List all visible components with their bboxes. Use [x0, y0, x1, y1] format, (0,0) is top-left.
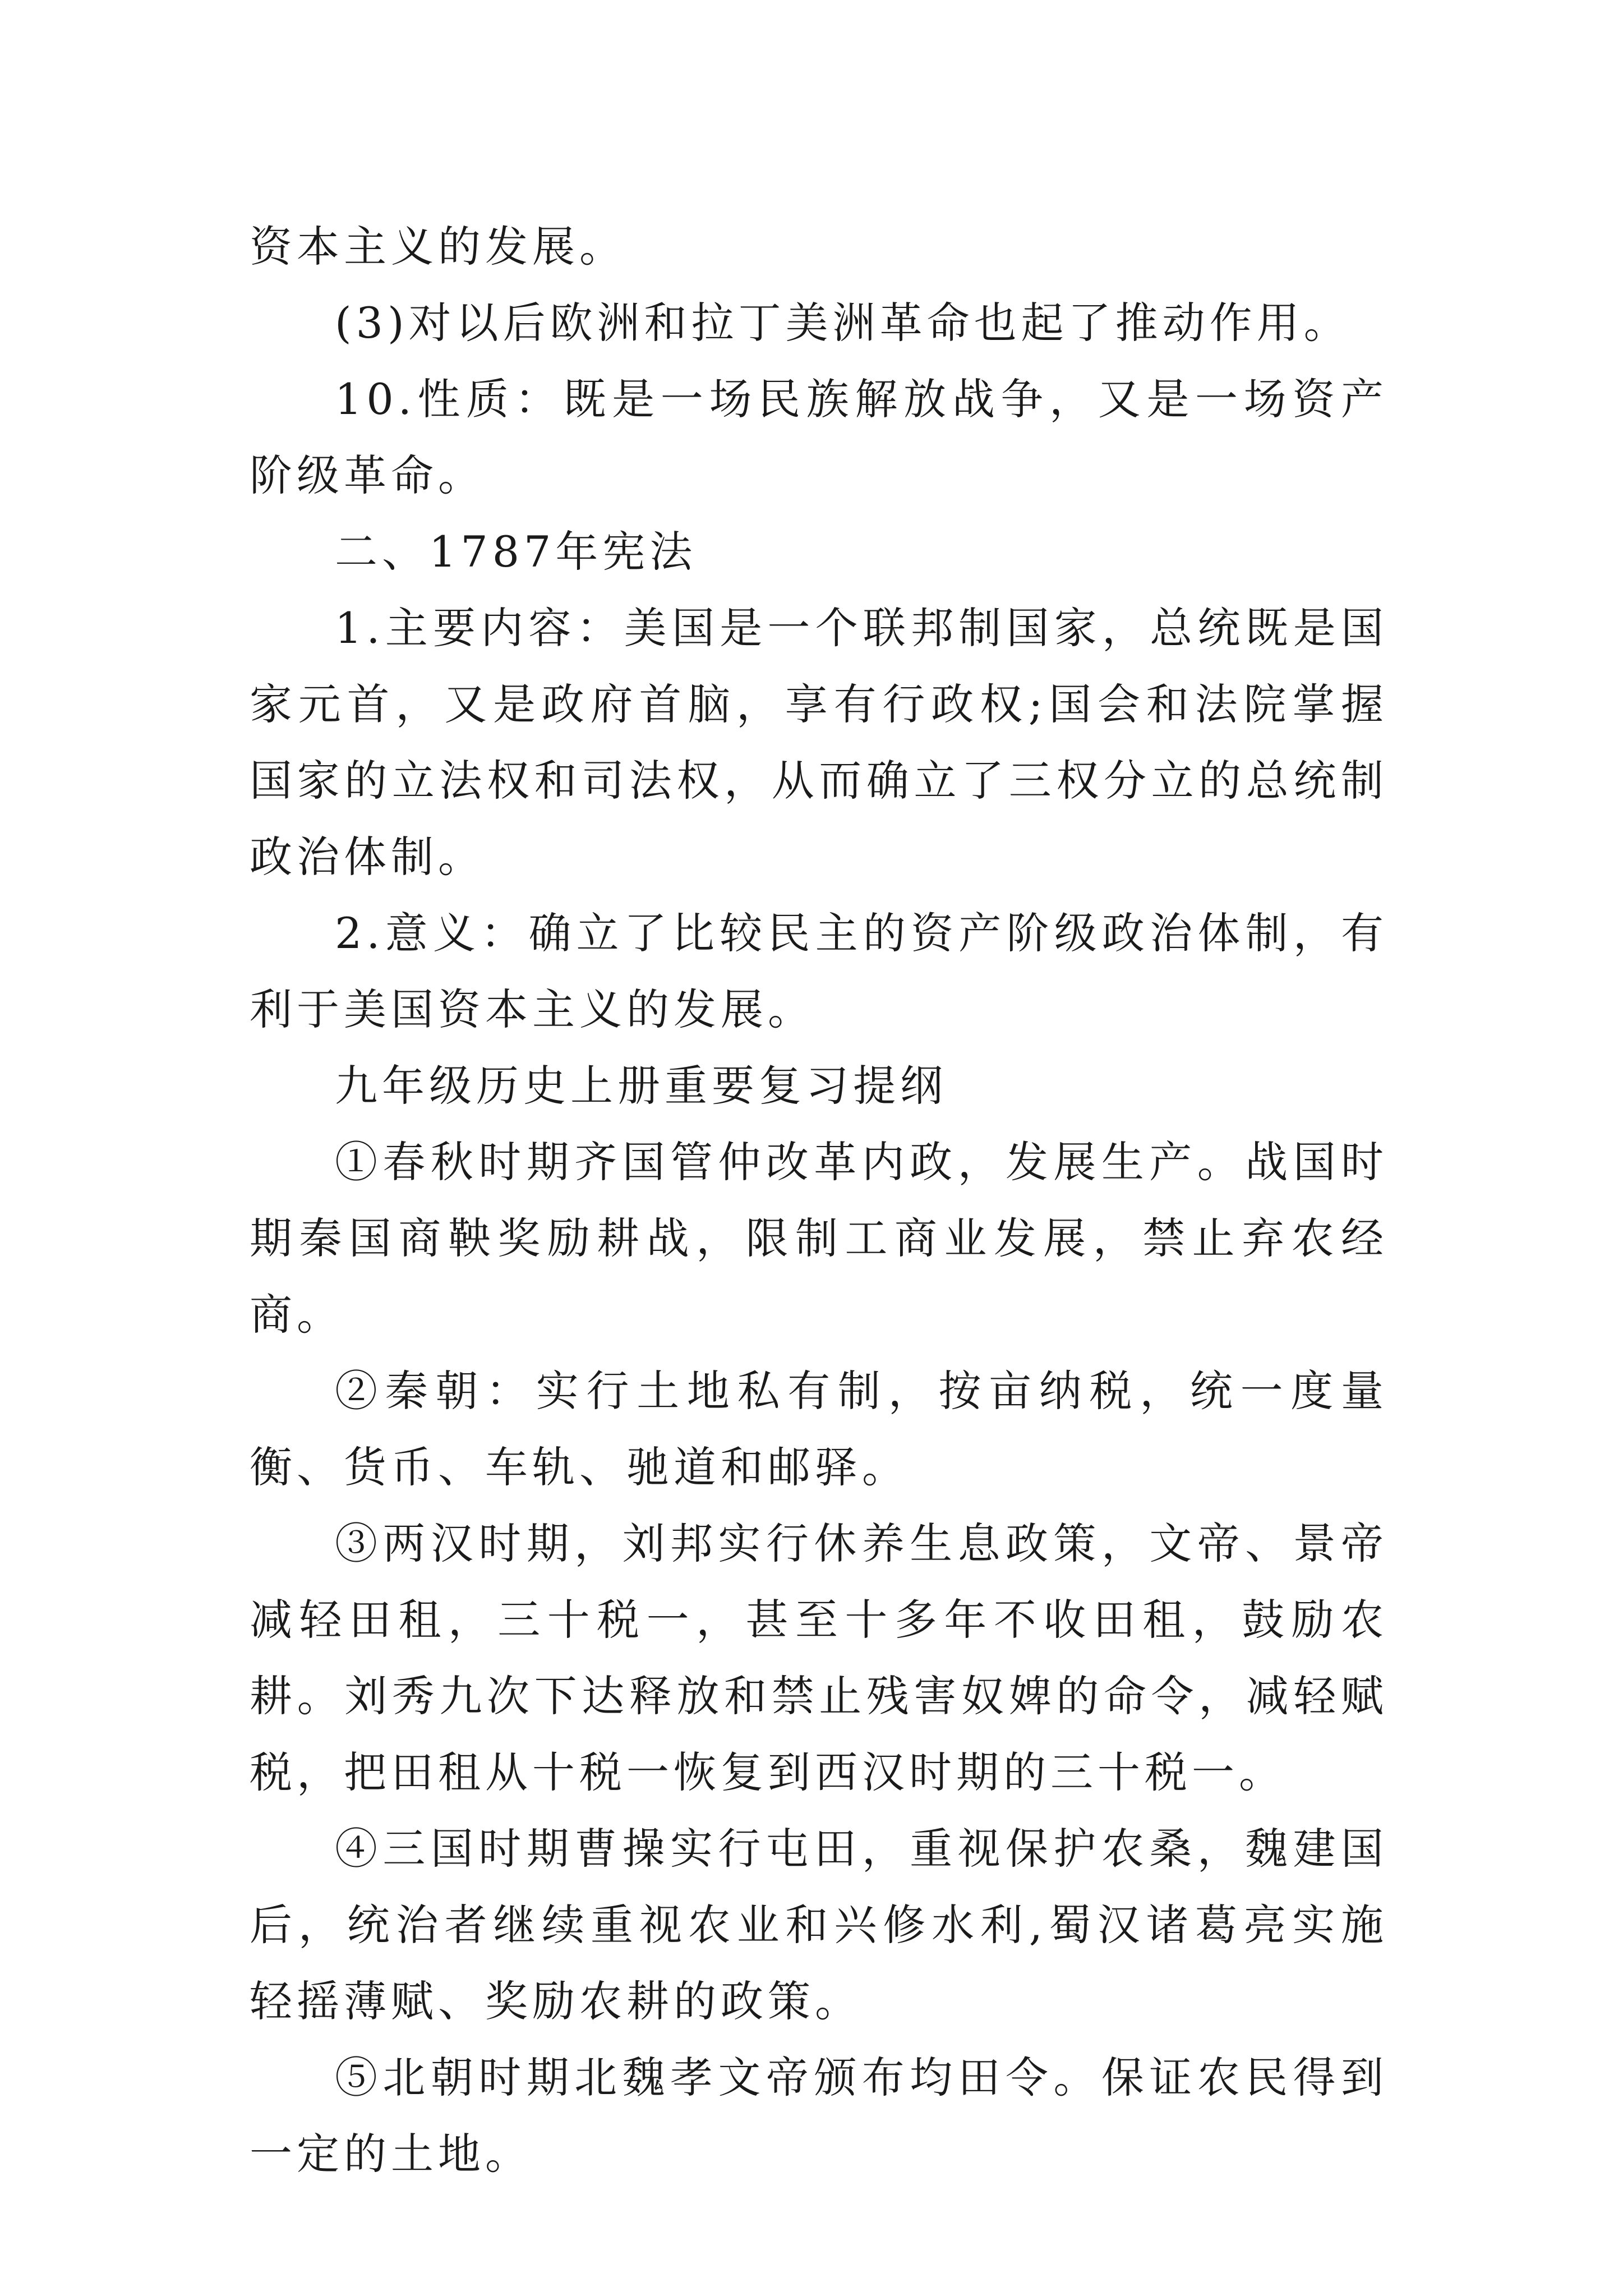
paragraph-1: 资本主义的发展。 [250, 222, 626, 272]
paragraph-2: (3)对以后欧洲和拉丁美洲革命也起了推动作用。 [335, 298, 1351, 348]
paragraph-12: ⑤北朝时期北魏孝文帝颁布均田令。保证农民得到一定的土地。 [250, 2053, 1388, 2179]
document-body [250, 209, 1388, 2192]
paragraph-3: 10.性质：既是一场民族解放战争，又是一场资产阶级革命。 [250, 374, 1388, 500]
paragraph-11: ④三国时期曹操实行屯田，重视保护农桑，魏建国后，统治者继续重视农业和兴修水利,蜀汉诸葛亮实施轻摇薄赋、奖励农耕的政策。 [250, 1824, 1388, 2026]
paragraph-10: ③两汉时期，刘邦实行休养生息政策，文帝、景帝减轻田租，三十税一，甚至十多年不收田租，鼓励农耕。刘秀九次下达释放和禁止残害奴婢的命令，减轻赋税，把田租从十税一恢复到西汉时期的三十税一。 [250, 1519, 1388, 1797]
paragraph-5: 1.主要内容：美国是一个联邦制国家，总统既是国家元首，又是政府首脑，享有行政权;国会和法院掌握国家的立法权和司法权，从而确立了三权分立的总统制政治体制。 [250, 603, 1388, 882]
paragraph-8: ①春秋时期齐国管仲改革内政，发展生产。战国时期秦国商鞅奖励耕战，限制工商业发展，禁止弃农经商。 [250, 1137, 1388, 1340]
paragraph-6: 2.意义：确立了比较民主的资产阶级政治体制，有利于美国资本主义的发展。 [250, 908, 1388, 1034]
section-heading-review-outline: 九年级历史上册重要复习提纲 [335, 1061, 947, 1111]
paragraph-9: ②秦朝：实行土地私有制，按亩纳税，统一度量衡、货币、车轨、驰道和邮驿。 [250, 1366, 1388, 1492]
section-heading-constitution: 二、1787年宪法 [335, 527, 697, 577]
